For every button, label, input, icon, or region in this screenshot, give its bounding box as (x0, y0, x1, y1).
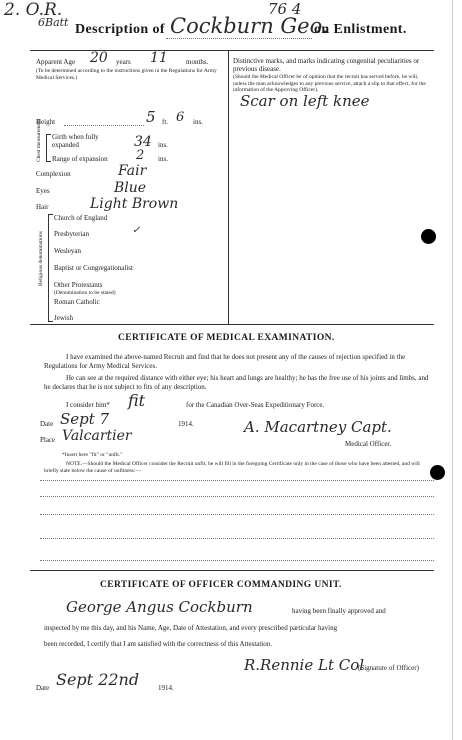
marks-heading: Distinctive marks, and marks indicating congenital peculiarities or previous disease. (233, 57, 420, 73)
medical-para-2: He can see at the required distance with either eye; his heart and lungs are healthy; he has the free use of his joints and limbs, and he declares that he is not subject to fits of any description. (44, 374, 429, 391)
unfitness-line (40, 496, 434, 497)
chest-range-value: 2 (136, 148, 145, 163)
medical-signature: A. Macartney Capt. (244, 418, 392, 436)
commanding-line-1: having been finally approved and (292, 607, 386, 615)
age-months-label: months. (186, 58, 209, 66)
religion-item: Roman Catholic (54, 298, 100, 306)
chest-range-unit: ins. (158, 155, 168, 163)
header-annotation-1: 2. O.R. (4, 0, 63, 20)
medical-place-value: Valcartier (62, 428, 132, 444)
marks-value: Scar on left knee (240, 92, 370, 110)
height-ft-label: ft. (162, 118, 169, 126)
chest-range-label: Range of expansion (52, 155, 108, 163)
section-rule (30, 570, 434, 571)
religion-mark: ✓ (132, 225, 141, 236)
unfitness-line (40, 480, 434, 481)
religion-group-label: Religious denominations (38, 231, 44, 286)
age-years-value: 20 (90, 50, 108, 66)
medical-date-value: Sept 7 (60, 410, 110, 428)
punch-hole (421, 229, 436, 244)
medical-year: 1914. (178, 420, 194, 428)
medical-footnote-2: NOTE.—Should the Medical Officer consider the Recruit unfit, he will fill in the foregoing Certificate only in the case of those who have been attested, and will briefly state below the cause of unfitness:— (44, 461, 420, 474)
medical-title: CERTIFICATE OF MEDICAL EXAMINATION. (118, 333, 335, 343)
commanding-date-label: Date (36, 684, 50, 692)
religion-item: Church of England (54, 214, 108, 222)
scan-edge-line (452, 0, 453, 740)
commanding-signature: R.Rennie Lt Col (244, 656, 365, 674)
religion-item: Baptist or Congregationalist (54, 264, 133, 272)
commanding-line-2: inspected by me this day, and his Name, Age, Date of Attestation, and every prescribed particular having (44, 624, 338, 632)
height-ins-value: 6 (176, 110, 185, 125)
eyes-label: Eyes (36, 187, 50, 195)
medical-consider-prefix: I consider him* (66, 401, 110, 409)
commanding-year: 1914. (158, 684, 174, 692)
chest-girth-label: Girth when fully expanded (52, 133, 99, 149)
unfitness-line (40, 514, 434, 515)
unfitness-line (40, 560, 434, 561)
medical-place-label: Place (40, 436, 56, 444)
chest-girth-value: 34 (134, 134, 152, 150)
header-on-enlistment: on Enlistment. (314, 22, 407, 37)
height-ft-value: 5 (146, 108, 156, 126)
height-dots (64, 125, 144, 126)
header-corner-number: 76 4 (268, 0, 302, 18)
medical-consider-value: fit (128, 391, 146, 410)
hair-value: Light Brown (90, 196, 179, 212)
unfitness-line (40, 538, 434, 539)
header-description-of: Description of (75, 22, 165, 37)
chest-group-label: Chest measurement (36, 118, 42, 162)
complexion-label: Complexion (36, 170, 71, 178)
medical-officer-label: Medical Officer. (345, 440, 392, 448)
height-label: Height (36, 118, 56, 126)
medical-footnote-1: *Insert here "fit" or "unfit." (62, 452, 123, 458)
medical-consider-suffix: for the Canadian Over-Seas Expeditionary Force. (186, 401, 325, 409)
marks-note: (Should the Medical Officer be of opinion that the recruit has served before, he will, unless the man acknowledges to any previous service, attach a slip to that effect, for the information of the Approving Officer). (233, 74, 426, 93)
column-divider (228, 50, 229, 324)
section-rule (30, 324, 434, 325)
age-years-label: years (116, 58, 131, 66)
medical-para-1: I have examined the above-named Recruit and find that he does not present any of the causes of rejection specified in the Regulations for Army Medical Services. (44, 353, 406, 370)
religion-item: Other Protestants (54, 281, 103, 289)
age-label: Apparent Age (36, 58, 76, 66)
religion-other-note: (Denomination to be stated) (54, 290, 116, 296)
height-ins-label: ins. (193, 118, 203, 126)
commanding-line-3: been recorded, I certify that I am satisfied with the correctness of this Attestation. (44, 640, 273, 648)
name-dotted-line (166, 38, 312, 39)
commanding-signature-label: (Signature of Officer) (358, 664, 419, 672)
header-annotation-2: 6Batt (38, 16, 69, 29)
complexion-value: Fair (118, 163, 147, 179)
religion-item: Jewish (54, 314, 74, 322)
chest-bracket (46, 134, 51, 162)
religion-bracket (48, 214, 53, 322)
header-name: Cockburn Geo. (170, 14, 329, 38)
eyes-value: Blue (114, 180, 147, 196)
hair-label: Hair (36, 203, 49, 211)
religion-item: Wesleyan (54, 247, 82, 255)
commanding-title: CERTIFICATE OF OFFICER COMMANDING UNIT. (100, 580, 342, 590)
age-note: (To be determined according to the instructions given in the Regulations for Army Medical Services.) (36, 68, 217, 81)
medical-date-label: Date (40, 420, 54, 428)
age-months-value: 11 (150, 50, 168, 66)
commanding-name-value: George Angus Cockburn (66, 598, 253, 616)
religion-item: Presbyterian (54, 230, 89, 238)
chest-girth-unit: ins. (158, 141, 168, 149)
commanding-date-value: Sept 22nd (56, 670, 140, 689)
